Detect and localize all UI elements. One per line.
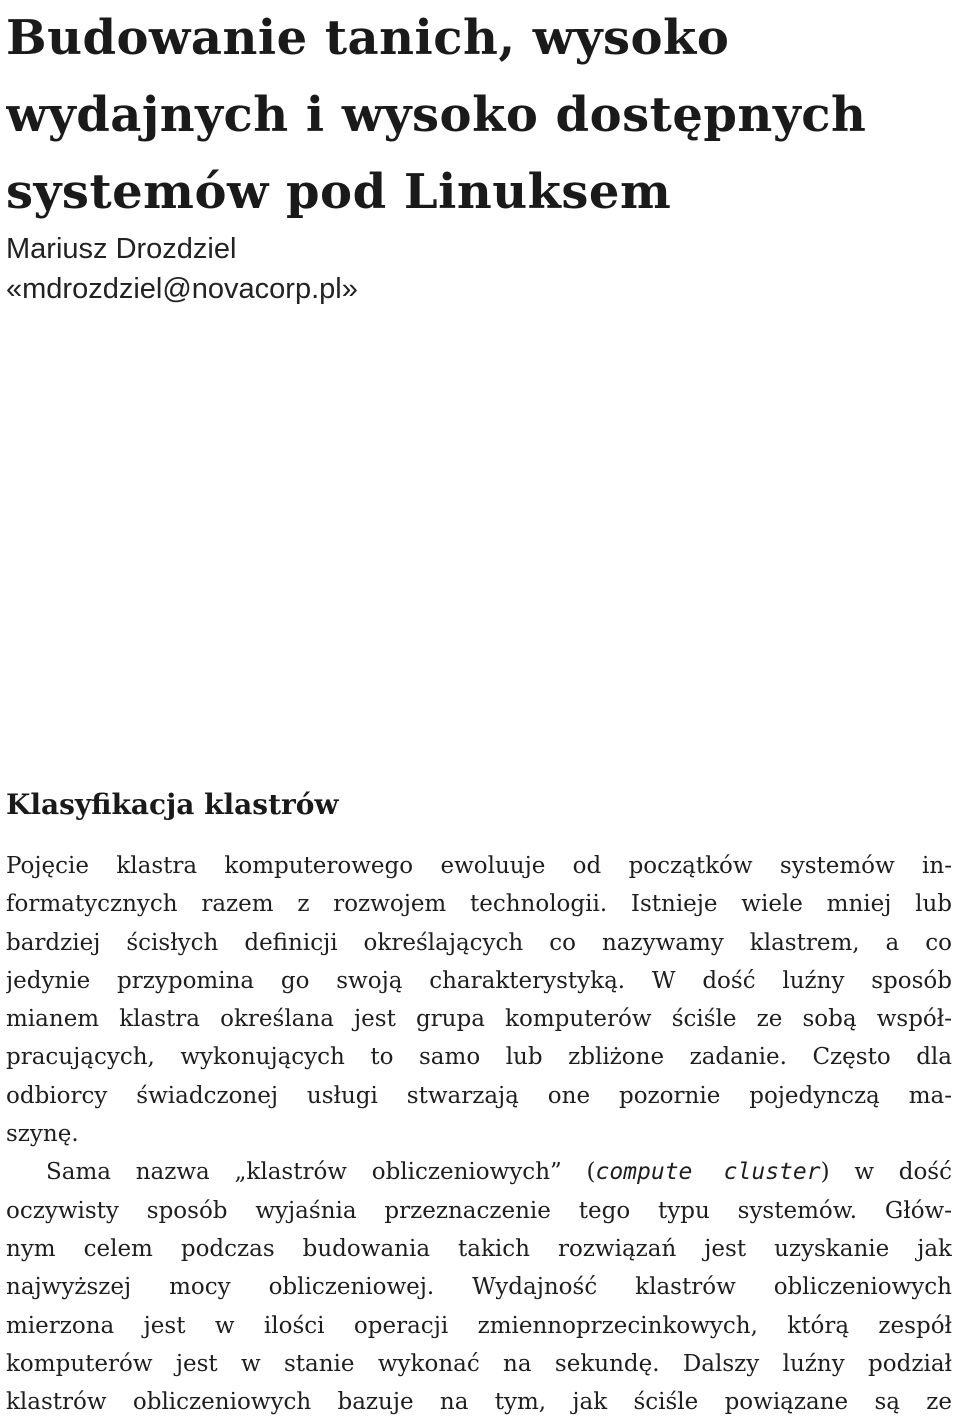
author-email: «mdrozdziel@novacorp.pl» (6, 273, 358, 305)
title-line: systemów pod Linuksem (6, 164, 672, 220)
text-line: Pojęcie klastra komputerowego ewoluuje od początków systemów in- (6, 853, 952, 879)
text-line: szynę. (6, 1121, 79, 1148)
paragraph-1 (6, 847, 952, 1153)
text-line: klastrów obliczeniowych bazuje na tym, jak ściśle powiązane są ze (6, 1389, 952, 1416)
paragraph-2 (6, 1153, 952, 1421)
text-line: nym celem podczas budowania takich rozwiązań jest uzyskanie jak (6, 1235, 952, 1262)
title-line: wydajnych i wysoko dostępnych (6, 87, 867, 143)
text-line: komputerów jest w stanie wykonać na sekundę. Dalszy luźny podział (6, 1350, 952, 1377)
text-line: mianem klastra określana jest grupa komputerów ściśle ze sobą współ- (6, 1006, 952, 1033)
text-run: Sama nazwa „klastrów obliczeniowych” ( (46, 1159, 596, 1186)
text-line (6, 1153, 952, 1191)
text-line: odbiorcy świadczonej usługi stwarzają one pozornie pojedynczą ma- (6, 1082, 952, 1109)
text-line: jedynie przypomina go swoją charakterystyką. W dość luźny sposób (6, 967, 952, 994)
term-compute-cluster: compute cluster (595, 1159, 821, 1186)
document-title (6, 0, 936, 231)
section-heading: Klasyfikacja klastrów (6, 788, 339, 821)
text-line: najwyższej mocy obliczeniowej. Wydajność klastrów obliczeniowych (6, 1274, 952, 1301)
text-line: oczywisty sposób wyjaśnia przeznaczenie tego typu systemów. Głów- (6, 1197, 952, 1224)
text-line: mierzona jest w ilości operacji zmiennoprzecinkowych, którą zespół (6, 1312, 952, 1339)
text-line: bardziej ścisłych definicji określających co nazywamy klastrem, a co (6, 929, 952, 956)
text-line: formatycznych razem z rozwojem technologii. Istnieje wiele mniej lub (6, 891, 952, 918)
title-line: Budowanie tanich, wysoko (6, 10, 730, 66)
text-run: ) w dość (820, 1159, 952, 1186)
author-name: Mariusz Drozdziel (6, 233, 237, 265)
text-line: pracujących, wykonujących to samo lub zbliżone zadanie. Często dla (6, 1044, 952, 1071)
author-block (6, 229, 358, 309)
section-body (6, 847, 952, 1421)
